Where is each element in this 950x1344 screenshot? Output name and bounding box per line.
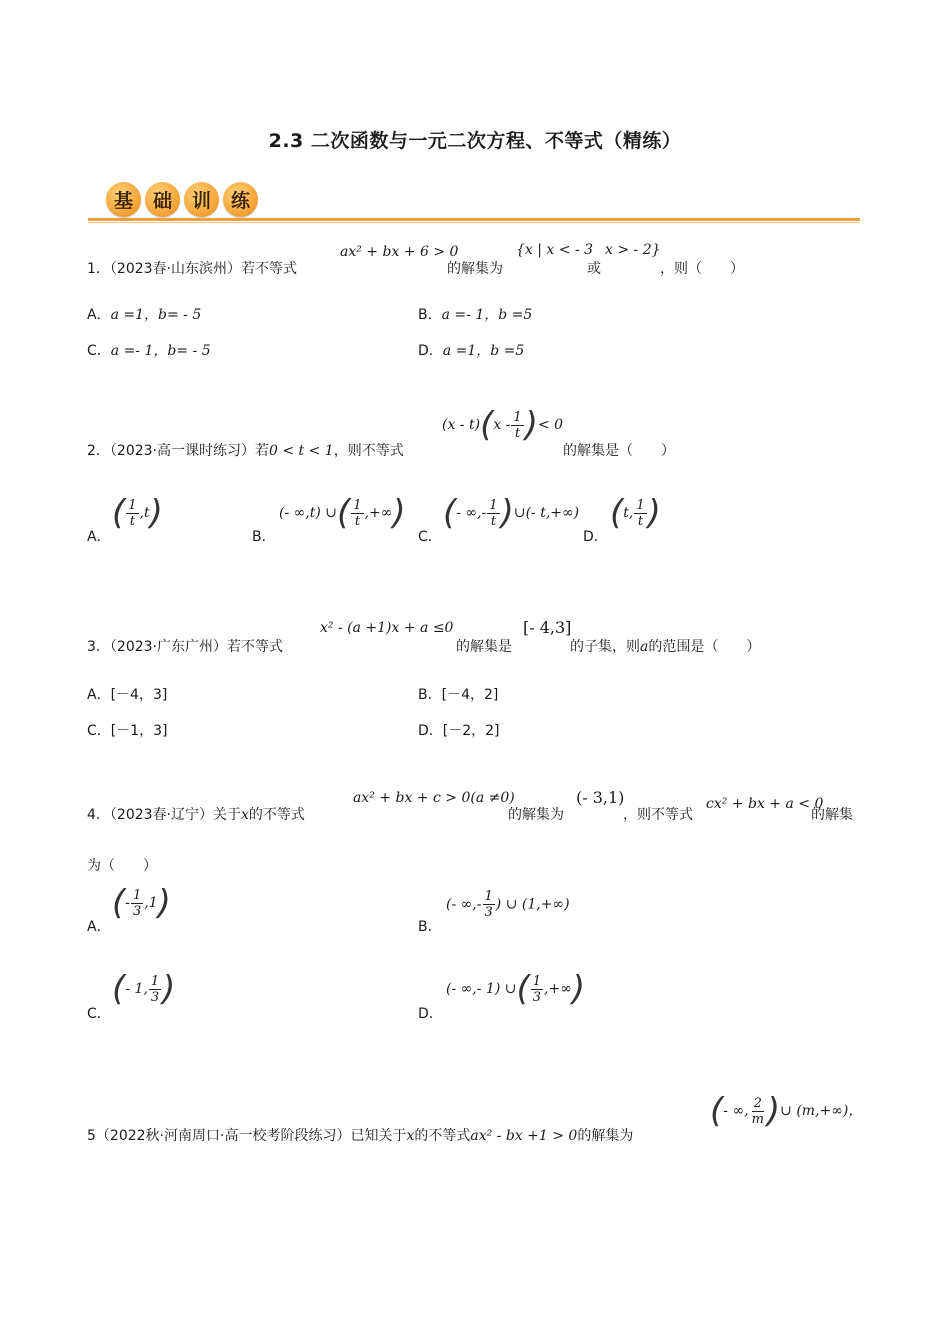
q4-text6: 为（ ）: [87, 858, 157, 874]
q5-pre: - ∞,: [723, 1103, 749, 1119]
q4-option-b-label[interactable]: B．: [418, 919, 442, 935]
q1-set-a: {x | x < - 3: [516, 242, 594, 258]
q1-option-c-label: C．: [87, 343, 111, 359]
q2-ineq-factor1: (x - t): [442, 417, 481, 433]
q2-b-num: 1: [353, 497, 362, 513]
q3-option-d-text: [－2，2]: [442, 723, 500, 739]
q1-option-c-text: a =- 1，b= - 5: [110, 343, 211, 359]
q1-text3: ，则（ ）: [660, 261, 744, 277]
q2-condition: 0 < t < 1: [269, 443, 334, 459]
q3-option-c-label: C．: [87, 723, 111, 739]
q4-b-den: 3: [484, 905, 493, 920]
q2-text1: （2023·高一课时练习）若: [109, 443, 270, 459]
q4-d-num: 1: [532, 973, 542, 989]
q2-a-den: t: [129, 513, 136, 529]
q3-text3: 的子集，则: [570, 639, 640, 655]
q5-text3: 的解集为: [577, 1128, 634, 1144]
q3-option-a-text: [－4，3]: [110, 687, 168, 703]
q2-b-den: t: [354, 513, 361, 529]
q2-d-pre: t,: [623, 505, 634, 521]
q1-option-d-label: D．: [418, 343, 443, 359]
q3-option-b[interactable]: [418, 684, 498, 704]
q4-option-a-label[interactable]: A．: [87, 919, 111, 935]
q4-text5: 的解集: [811, 807, 853, 823]
q5-num: 2: [753, 1095, 762, 1111]
q2-a-rest: ,t: [139, 505, 150, 521]
q2-option-d-label[interactable]: D．: [583, 529, 608, 545]
q1-number: 1．: [87, 261, 110, 277]
banner-char-1: 基: [106, 182, 141, 217]
q4-a-rest: ,1: [144, 895, 158, 911]
q3-option-b-label: B．: [418, 687, 442, 703]
q2-option-a-math[interactable]: ( $\frac{1}{t}$ ,t): [112, 493, 163, 533]
q2-c-den: t: [490, 513, 497, 529]
q3-number: 3．: [87, 639, 110, 655]
q4-b-num: 1: [484, 889, 493, 904]
q5-stem: [87, 1125, 633, 1145]
q4-var: x: [241, 807, 249, 823]
section-banner: [88, 180, 860, 226]
q5-rest: ∪ (m,+∞): [780, 1103, 849, 1119]
q3-option-d-label: D．: [418, 723, 443, 739]
q4-text2: 的不等式: [248, 807, 305, 823]
q2-c-num: 1: [489, 497, 498, 513]
q4-option-d-math[interactable]: (- ∞,- 1) ∪( $\frac{1}{3}$ ,+∞): [446, 969, 586, 1009]
banner-badges: [106, 182, 258, 217]
q4-d-rest: ,+∞: [544, 981, 572, 997]
q2-inequality: (x - t)(x - $\frac{1}{t}$ )< 0: [442, 405, 564, 445]
q5-solution-set: (- ∞, $\frac{2}{m}$ )∪ (m,+∞)，: [710, 1091, 863, 1131]
q2-b-rest: ,+∞: [364, 505, 393, 521]
q2-option-a-label[interactable]: A．: [87, 529, 111, 545]
q3-text3-wrap: [570, 636, 760, 656]
banner-char-4: 练: [223, 182, 258, 217]
q2-option-d-math[interactable]: (t, $\frac{1}{t}$ ): [610, 493, 661, 533]
q3-inequality: x² - (a +1)x + a ≤0: [320, 620, 454, 636]
q5-text1: （2022秋·河南周口·高一校考阶段练习）已知关于: [95, 1128, 407, 1144]
q4-option-c-math[interactable]: (- 1, $\frac{1}{3}$ ): [112, 969, 176, 1009]
q4-inequality2: cx² + bx + a < 0: [706, 796, 824, 812]
q1-or: 或: [587, 261, 601, 277]
q3-option-a[interactable]: [87, 684, 167, 704]
q1-option-a-text: a =1，b= - 5: [110, 307, 202, 323]
banner-rule: [88, 218, 860, 221]
q5-text2: 的不等式: [414, 1128, 471, 1144]
q3-text4: 的范围是（ ）: [648, 639, 761, 655]
q2-number: 2．: [87, 443, 110, 459]
q5-inequality: ax² - bx +1 > 0: [470, 1128, 578, 1144]
q2-ineq-rhs: < 0: [537, 417, 564, 433]
q3-var: a: [640, 639, 649, 655]
q2-ineq-factor2: x -: [493, 417, 511, 433]
q2-b-pre: (- ∞,t) ∪: [279, 505, 338, 521]
q2-text3: 的解集是（ ）: [563, 443, 675, 459]
q3-text1: （2023·广东广州）若不等式: [109, 639, 284, 655]
q1-option-a-label: A．: [87, 307, 111, 323]
q2-stem: [87, 440, 404, 460]
q4-option-c-label[interactable]: C．: [87, 1006, 111, 1022]
q1-option-b[interactable]: [418, 304, 532, 324]
q2-c-rest: ∪(- t,+∞): [513, 505, 580, 521]
q4-d-pre: (- ∞,- 1) ∪: [446, 981, 517, 997]
q5-den: m: [751, 1111, 764, 1127]
q3-option-b-text: [－4，2]: [441, 687, 499, 703]
q4-inequality: ax² + bx + c > 0(a ≠0): [353, 790, 515, 806]
q3-option-a-label: A．: [87, 687, 111, 703]
q2-option-c-math[interactable]: (- ∞,- $\frac{1}{t}$ )∪(- t,+∞): [443, 493, 580, 533]
q3-text2: 的解集是: [456, 639, 512, 655]
q1-inequality: ax² + bx + 6 > 0: [340, 244, 459, 260]
q1-set-b: x > - 2}: [605, 242, 661, 258]
q1-stem: [87, 258, 297, 278]
q2-c-pre: - ∞,-: [456, 505, 487, 521]
q3-stem: [87, 636, 283, 656]
banner-char-2: 础: [145, 182, 180, 217]
q1-option-a[interactable]: [87, 304, 201, 324]
q4-a-num: 1: [133, 887, 142, 903]
q3-option-c[interactable]: [87, 720, 168, 740]
q4-b-pre: (- ∞,-: [446, 896, 482, 913]
q2-frac-num: 1: [513, 409, 522, 425]
q2-d-num: 1: [636, 497, 645, 513]
q3-option-c-text: [－1，3]: [110, 723, 168, 739]
q5-var: x: [406, 1128, 415, 1144]
q1-option-d-text: a =1，b =5: [442, 343, 525, 359]
page-title: 2.3 二次函数与一元二次方程、不等式（精练）: [268, 130, 682, 152]
q2-option-b-math[interactable]: (- ∞,t) ∪( $\frac{1}{t}$ ,+∞): [279, 493, 406, 533]
q2-text2: ，则不等式: [333, 443, 404, 459]
q2-a-num: 1: [128, 497, 137, 513]
q4-a-den: 3: [133, 903, 142, 919]
q4-b-rest: ) ∪ (1,+∞): [495, 896, 570, 913]
q1-text2: 的解集为: [447, 261, 503, 277]
q1-option-c[interactable]: [87, 340, 211, 360]
q4-c-num: 1: [150, 973, 160, 989]
q4-option-b-math[interactable]: [446, 890, 570, 919]
q4-c-den: 3: [150, 989, 160, 1005]
q4-option-a-math[interactable]: (- $\frac{1}{3}$ ,1): [112, 883, 171, 923]
q3-interval: [- 4,3]: [523, 618, 572, 637]
q2-option-c-label[interactable]: C．: [418, 529, 442, 545]
q4-a-pre: -: [125, 895, 130, 911]
q4-option-d-label[interactable]: D．: [418, 1006, 443, 1022]
q1-option-b-label: B．: [418, 307, 442, 323]
q1-text1: （2023春·山东滨州）若不等式: [109, 261, 298, 277]
q1-option-b-text: a =- 1，b =5: [441, 307, 533, 323]
q4-interval: (- 3,1): [576, 788, 625, 807]
q4-stem: [87, 804, 305, 824]
q4-number: 4．: [87, 807, 110, 823]
q2-frac-den: t: [514, 425, 521, 441]
q4-text1: （2023春·辽宁）关于: [109, 807, 242, 823]
banner-char-3: 训: [184, 182, 219, 217]
q3-option-d[interactable]: [418, 720, 500, 740]
q5-text4: ，: [848, 1103, 863, 1119]
q4-text3: 的解集为: [508, 807, 564, 823]
q1-option-d[interactable]: [418, 340, 524, 360]
q4-d-den: 3: [532, 989, 542, 1005]
banner-rule-thin: [88, 222, 860, 223]
q2-d-den: t: [637, 513, 644, 529]
q4-text4: ，则不等式: [623, 807, 693, 823]
q4-c-pre: - 1,: [125, 981, 148, 997]
q2-option-b-label[interactable]: B．: [252, 529, 276, 545]
q5-number: 5: [87, 1128, 96, 1144]
